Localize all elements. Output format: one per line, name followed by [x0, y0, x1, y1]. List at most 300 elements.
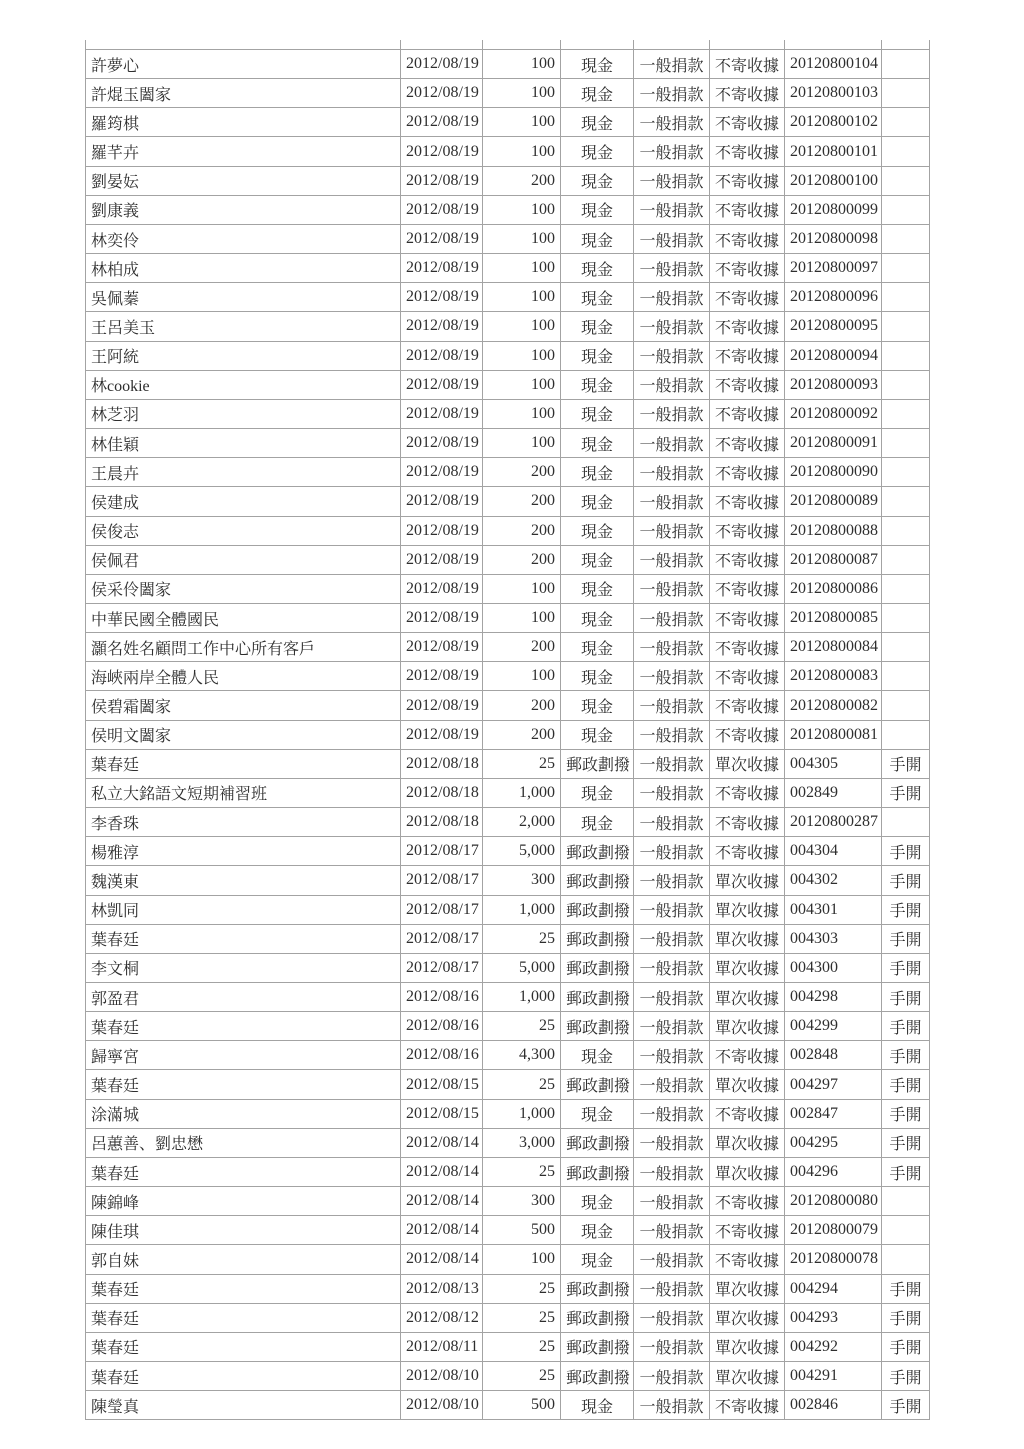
cell-receipt_no: 004295: [785, 1128, 882, 1157]
cell-note: 手開: [882, 866, 930, 895]
cell-method: 郵政劃撥: [561, 895, 634, 924]
cell-method: 現金: [561, 429, 634, 458]
cell-method: 現金: [561, 312, 634, 341]
cell-category: 一般捐款: [634, 370, 710, 399]
cell-method: 郵政劃撥: [561, 1362, 634, 1391]
cell-amount: 200: [483, 720, 561, 749]
cell-receipt_no: 20120800088: [785, 516, 882, 545]
cell-note: [882, 545, 930, 574]
cell-date: 2012/08/19: [401, 516, 483, 545]
cell-category: 一般捐款: [634, 1128, 710, 1157]
cell-donor: 楊雅淳: [86, 837, 401, 866]
cell-note: [882, 399, 930, 428]
cell-amount: 4,300: [483, 1041, 561, 1070]
cell-category: 一般捐款: [634, 1070, 710, 1099]
cell-donor: 陳瑩真: [86, 1391, 401, 1420]
cell-receipt_mode: 不寄收據: [710, 837, 785, 866]
cell-note: [882, 720, 930, 749]
cell-date: 2012/08/14: [401, 1245, 483, 1274]
cell-note: 手開: [882, 1070, 930, 1099]
cell-category: 一般捐款: [634, 808, 710, 837]
table-row: [86, 603, 930, 632]
table-row: [86, 399, 930, 428]
cell-category: 一般捐款: [634, 1012, 710, 1041]
cell-method: 郵政劃撥: [561, 1332, 634, 1361]
cell-method: 現金: [561, 720, 634, 749]
cell-note: [882, 458, 930, 487]
cell-category: 一般捐款: [634, 983, 710, 1012]
cell-note: [882, 574, 930, 603]
cell-method: 郵政劃撥: [561, 1274, 634, 1303]
cell-date: 2012/08/11: [401, 1332, 483, 1361]
cell-date: 2012/08/19: [401, 720, 483, 749]
cell-method: 郵政劃撥: [561, 1128, 634, 1157]
cell-donor: 許夢心: [86, 50, 401, 79]
cell-method: 現金: [561, 195, 634, 224]
cell-receipt_mode: 不寄收據: [710, 662, 785, 691]
cell-receipt_no: 002847: [785, 1099, 882, 1128]
cell-category: 一般捐款: [634, 1303, 710, 1332]
table-row: [86, 108, 930, 137]
table-row: [86, 662, 930, 691]
table-row: [86, 1157, 930, 1186]
cell-amount: 25: [483, 1012, 561, 1041]
table-row: [86, 691, 930, 720]
cell-receipt_mode: 不寄收據: [710, 516, 785, 545]
table-row: [86, 720, 930, 749]
cell-amount: 200: [483, 166, 561, 195]
cell-note: [882, 633, 930, 662]
cell-method: 現金: [561, 662, 634, 691]
cell-donor: 呂蕙善、劉忠懋: [86, 1128, 401, 1157]
cell-receipt_no: 004305: [785, 749, 882, 778]
cell-donor: 私立大銘語文短期補習班: [86, 778, 401, 807]
cell-date: 2012/08/19: [401, 283, 483, 312]
cell-donor: 中華民國全體國民: [86, 603, 401, 632]
cell-receipt_mode: 不寄收據: [710, 137, 785, 166]
cell-donor: 侯俊志: [86, 516, 401, 545]
cell-amount: 200: [483, 691, 561, 720]
cell-category: 一般捐款: [634, 79, 710, 108]
cell-date: 2012/08/19: [401, 399, 483, 428]
cell-amount: 100: [483, 108, 561, 137]
table-row: [86, 1303, 930, 1332]
cell-receipt_mode: 不寄收據: [710, 79, 785, 108]
cell-category: 一般捐款: [634, 429, 710, 458]
cell-method: 現金: [561, 633, 634, 662]
cell-date: 2012/08/19: [401, 370, 483, 399]
cell-date: 2012/08/15: [401, 1099, 483, 1128]
cell-method: 現金: [561, 778, 634, 807]
cell-method: 郵政劃撥: [561, 866, 634, 895]
table-row: [86, 1391, 930, 1420]
cell-method: 現金: [561, 166, 634, 195]
cell-category: 一般捐款: [634, 837, 710, 866]
cell-date: 2012/08/18: [401, 808, 483, 837]
cell-method: 現金: [561, 1391, 634, 1420]
cell-receipt_mode: 單次收據: [710, 1012, 785, 1041]
table-row: [86, 1070, 930, 1099]
cell-category: 一般捐款: [634, 1157, 710, 1186]
cell-amount: 100: [483, 254, 561, 283]
cell-receipt_no: 20120800084: [785, 633, 882, 662]
cell-method: 現金: [561, 487, 634, 516]
cell-category: 一般捐款: [634, 545, 710, 574]
cell-receipt_no: 20120800080: [785, 1187, 882, 1216]
cell-method: 現金: [561, 808, 634, 837]
cell-category: 一般捐款: [634, 108, 710, 137]
cell-category: 一般捐款: [634, 1362, 710, 1391]
cell-receipt_mode: 不寄收據: [710, 808, 785, 837]
cell-note: [882, 79, 930, 108]
cell-receipt_mode: 不寄收據: [710, 574, 785, 603]
cell-receipt_mode: 不寄收據: [710, 691, 785, 720]
cell-date: 2012/08/14: [401, 1216, 483, 1245]
cell-amount: 3,000: [483, 1128, 561, 1157]
cell-donor: 涂滿城: [86, 1099, 401, 1128]
cell-method: 現金: [561, 137, 634, 166]
table-row: [86, 808, 930, 837]
cell-note: [882, 429, 930, 458]
cell-donor: 許焜玉闔家: [86, 79, 401, 108]
cell-note: [882, 341, 930, 370]
cell-note: 手開: [882, 1012, 930, 1041]
cell-note: [882, 108, 930, 137]
cell-amount: 200: [483, 487, 561, 516]
cell-date: 2012/08/18: [401, 749, 483, 778]
table-row: [86, 516, 930, 545]
table-row: [86, 458, 930, 487]
clipped-cell: [785, 40, 882, 50]
cell-receipt_no: 20120800079: [785, 1216, 882, 1245]
cell-category: 一般捐款: [634, 312, 710, 341]
cell-receipt_mode: 單次收據: [710, 1070, 785, 1099]
cell-method: 郵政劃撥: [561, 1012, 634, 1041]
cell-note: [882, 283, 930, 312]
cell-note: 手開: [882, 1332, 930, 1361]
cell-date: 2012/08/12: [401, 1303, 483, 1332]
cell-receipt_mode: 不寄收據: [710, 224, 785, 253]
cell-donor: 陳錦峰: [86, 1187, 401, 1216]
table-row: [86, 1099, 930, 1128]
cell-receipt_mode: 單次收據: [710, 1332, 785, 1361]
cell-method: 現金: [561, 370, 634, 399]
cell-note: 手開: [882, 1362, 930, 1391]
cell-category: 一般捐款: [634, 574, 710, 603]
cell-donor: 陳佳琪: [86, 1216, 401, 1245]
cell-date: 2012/08/17: [401, 953, 483, 982]
cell-receipt_no: 004299: [785, 1012, 882, 1041]
cell-receipt_mode: 單次收據: [710, 749, 785, 778]
cell-date: 2012/08/17: [401, 924, 483, 953]
clipped-cell: [882, 40, 930, 50]
cell-amount: 25: [483, 1362, 561, 1391]
table-row: [86, 487, 930, 516]
cell-donor: 葉春廷: [86, 1157, 401, 1186]
cell-donor: 羅筠棋: [86, 108, 401, 137]
cell-category: 一般捐款: [634, 458, 710, 487]
cell-amount: 1,000: [483, 895, 561, 924]
cell-receipt_mode: 不寄收據: [710, 195, 785, 224]
cell-date: 2012/08/19: [401, 195, 483, 224]
cell-receipt_mode: 不寄收據: [710, 341, 785, 370]
cell-donor: 林柏成: [86, 254, 401, 283]
cell-amount: 100: [483, 574, 561, 603]
cell-receipt_no: 004303: [785, 924, 882, 953]
cell-method: 現金: [561, 399, 634, 428]
cell-method: 現金: [561, 545, 634, 574]
cell-category: 一般捐款: [634, 633, 710, 662]
cell-receipt_mode: 單次收據: [710, 1274, 785, 1303]
cell-category: 一般捐款: [634, 1187, 710, 1216]
cell-category: 一般捐款: [634, 195, 710, 224]
cell-amount: 100: [483, 224, 561, 253]
cell-date: 2012/08/19: [401, 108, 483, 137]
cell-receipt_no: 20120800104: [785, 50, 882, 79]
cell-amount: 300: [483, 1187, 561, 1216]
cell-donor: 葉春廷: [86, 1303, 401, 1332]
cell-amount: 500: [483, 1216, 561, 1245]
cell-category: 一般捐款: [634, 1216, 710, 1245]
cell-receipt_no: 004296: [785, 1157, 882, 1186]
cell-amount: 100: [483, 341, 561, 370]
cell-category: 一般捐款: [634, 895, 710, 924]
cell-amount: 100: [483, 312, 561, 341]
table-row: [86, 837, 930, 866]
cell-donor: 魏漢東: [86, 866, 401, 895]
cell-date: 2012/08/15: [401, 1070, 483, 1099]
cell-receipt_mode: 單次收據: [710, 895, 785, 924]
cell-method: 現金: [561, 341, 634, 370]
cell-receipt_no: 004302: [785, 866, 882, 895]
cell-donor: 林佳穎: [86, 429, 401, 458]
cell-amount: 300: [483, 866, 561, 895]
cell-date: 2012/08/17: [401, 837, 483, 866]
cell-note: 手開: [882, 953, 930, 982]
cell-receipt_mode: 單次收據: [710, 924, 785, 953]
cell-receipt_no: 20120800083: [785, 662, 882, 691]
cell-receipt_mode: 不寄收據: [710, 166, 785, 195]
cell-note: 手開: [882, 1041, 930, 1070]
cell-method: 現金: [561, 691, 634, 720]
cell-date: 2012/08/19: [401, 574, 483, 603]
cell-category: 一般捐款: [634, 254, 710, 283]
cell-method: 現金: [561, 108, 634, 137]
cell-receipt_mode: 單次收據: [710, 983, 785, 1012]
cell-note: [882, 50, 930, 79]
cell-receipt_mode: 不寄收據: [710, 1187, 785, 1216]
cell-receipt_mode: 不寄收據: [710, 1041, 785, 1070]
cell-receipt_mode: 不寄收據: [710, 778, 785, 807]
cell-date: 2012/08/16: [401, 1012, 483, 1041]
cell-donor: 劉康義: [86, 195, 401, 224]
cell-note: [882, 516, 930, 545]
cell-category: 一般捐款: [634, 166, 710, 195]
cell-category: 一般捐款: [634, 603, 710, 632]
cell-note: 手開: [882, 924, 930, 953]
cell-note: 手開: [882, 1099, 930, 1128]
cell-receipt_no: 004297: [785, 1070, 882, 1099]
cell-method: 現金: [561, 283, 634, 312]
clipped-row: [86, 40, 930, 50]
cell-receipt_no: 20120800086: [785, 574, 882, 603]
table-row: [86, 574, 930, 603]
cell-amount: 100: [483, 370, 561, 399]
table-row: [86, 1332, 930, 1361]
cell-category: 一般捐款: [634, 1099, 710, 1128]
cell-donor: 侯建成: [86, 487, 401, 516]
cell-donor: 郭自妹: [86, 1245, 401, 1274]
cell-donor: 王呂美玉: [86, 312, 401, 341]
cell-category: 一般捐款: [634, 720, 710, 749]
cell-donor: 葉春廷: [86, 1274, 401, 1303]
cell-amount: 100: [483, 137, 561, 166]
cell-donor: 葉春廷: [86, 749, 401, 778]
table-row: [86, 924, 930, 953]
cell-date: 2012/08/14: [401, 1157, 483, 1186]
cell-receipt_no: 004298: [785, 983, 882, 1012]
table-row: [86, 283, 930, 312]
cell-amount: 25: [483, 1303, 561, 1332]
cell-date: 2012/08/19: [401, 429, 483, 458]
cell-donor: 羅芊卉: [86, 137, 401, 166]
cell-date: 2012/08/19: [401, 224, 483, 253]
cell-date: 2012/08/19: [401, 166, 483, 195]
cell-donor: 灝名姓名顧問工作中心所有客戶: [86, 633, 401, 662]
cell-method: 現金: [561, 516, 634, 545]
cell-donor: 葉春廷: [86, 1362, 401, 1391]
cell-date: 2012/08/14: [401, 1187, 483, 1216]
cell-donor: 李文桐: [86, 953, 401, 982]
cell-receipt_no: 20120800092: [785, 399, 882, 428]
cell-receipt_no: 20120800093: [785, 370, 882, 399]
cell-receipt_mode: 不寄收據: [710, 1245, 785, 1274]
cell-receipt_no: 20120800078: [785, 1245, 882, 1274]
cell-amount: 100: [483, 399, 561, 428]
cell-donor: 葉春廷: [86, 924, 401, 953]
cell-method: 現金: [561, 458, 634, 487]
cell-category: 一般捐款: [634, 341, 710, 370]
cell-amount: 100: [483, 283, 561, 312]
cell-category: 一般捐款: [634, 1245, 710, 1274]
table-row: [86, 370, 930, 399]
cell-method: 現金: [561, 1041, 634, 1070]
cell-receipt_no: 20120800103: [785, 79, 882, 108]
cell-receipt_no: 20120800085: [785, 603, 882, 632]
donation-table-body: [86, 40, 930, 1420]
cell-amount: 25: [483, 1274, 561, 1303]
cell-receipt_no: 20120800081: [785, 720, 882, 749]
cell-date: 2012/08/13: [401, 1274, 483, 1303]
cell-date: 2012/08/17: [401, 895, 483, 924]
cell-receipt_no: 20120800094: [785, 341, 882, 370]
cell-receipt_no: 20120800097: [785, 254, 882, 283]
cell-receipt_no: 20120800082: [785, 691, 882, 720]
cell-amount: 1,000: [483, 778, 561, 807]
table-row: [86, 778, 930, 807]
cell-receipt_mode: 不寄收據: [710, 458, 785, 487]
cell-category: 一般捐款: [634, 1041, 710, 1070]
cell-receipt_no: 20120800099: [785, 195, 882, 224]
cell-method: 郵政劃撥: [561, 837, 634, 866]
cell-category: 一般捐款: [634, 866, 710, 895]
cell-amount: 100: [483, 50, 561, 79]
cell-date: 2012/08/19: [401, 79, 483, 108]
cell-note: [882, 1187, 930, 1216]
cell-receipt_no: 20120800091: [785, 429, 882, 458]
cell-receipt_mode: 單次收據: [710, 953, 785, 982]
table-row: [86, 953, 930, 982]
cell-category: 一般捐款: [634, 50, 710, 79]
cell-method: 郵政劃撥: [561, 953, 634, 982]
table-row: [86, 1362, 930, 1391]
cell-donor: 林cookie: [86, 370, 401, 399]
cell-date: 2012/08/10: [401, 1391, 483, 1420]
table-row: [86, 866, 930, 895]
cell-date: 2012/08/18: [401, 778, 483, 807]
cell-note: [882, 691, 930, 720]
cell-donor: 葉春廷: [86, 1070, 401, 1099]
cell-date: 2012/08/19: [401, 487, 483, 516]
cell-receipt_mode: 不寄收據: [710, 487, 785, 516]
cell-note: [882, 312, 930, 341]
cell-receipt_mode: 單次收據: [710, 1362, 785, 1391]
cell-donor: 林奕伶: [86, 224, 401, 253]
cell-amount: 2,000: [483, 808, 561, 837]
cell-receipt_no: 20120800095: [785, 312, 882, 341]
cell-receipt_mode: 不寄收據: [710, 50, 785, 79]
cell-receipt_mode: 不寄收據: [710, 108, 785, 137]
cell-note: [882, 1245, 930, 1274]
cell-donor: 王阿統: [86, 341, 401, 370]
table-row: [86, 312, 930, 341]
cell-receipt_mode: 單次收據: [710, 866, 785, 895]
cell-donor: 林凱同: [86, 895, 401, 924]
cell-receipt_no: 20120800096: [785, 283, 882, 312]
cell-amount: 5,000: [483, 837, 561, 866]
cell-date: 2012/08/19: [401, 341, 483, 370]
cell-amount: 25: [483, 924, 561, 953]
cell-note: [882, 1216, 930, 1245]
cell-note: 手開: [882, 895, 930, 924]
cell-donor: 侯明文闔家: [86, 720, 401, 749]
cell-date: 2012/08/19: [401, 633, 483, 662]
cell-receipt_mode: 不寄收據: [710, 1099, 785, 1128]
cell-amount: 100: [483, 79, 561, 108]
clipped-cell: [561, 40, 634, 50]
table-row: [86, 545, 930, 574]
cell-note: 手開: [882, 1157, 930, 1186]
cell-date: 2012/08/14: [401, 1128, 483, 1157]
cell-date: 2012/08/19: [401, 603, 483, 632]
table-row: [86, 166, 930, 195]
cell-date: 2012/08/19: [401, 662, 483, 691]
cell-method: 現金: [561, 1099, 634, 1128]
cell-receipt_no: 004293: [785, 1303, 882, 1332]
cell-amount: 100: [483, 429, 561, 458]
cell-note: [882, 254, 930, 283]
cell-donor: 侯采伶闔家: [86, 574, 401, 603]
cell-receipt_mode: 不寄收據: [710, 1216, 785, 1245]
cell-method: 現金: [561, 50, 634, 79]
table-row: [86, 1245, 930, 1274]
cell-note: [882, 370, 930, 399]
cell-amount: 100: [483, 195, 561, 224]
table-row: [86, 50, 930, 79]
cell-note: [882, 137, 930, 166]
cell-receipt_no: 004300: [785, 953, 882, 982]
cell-category: 一般捐款: [634, 137, 710, 166]
